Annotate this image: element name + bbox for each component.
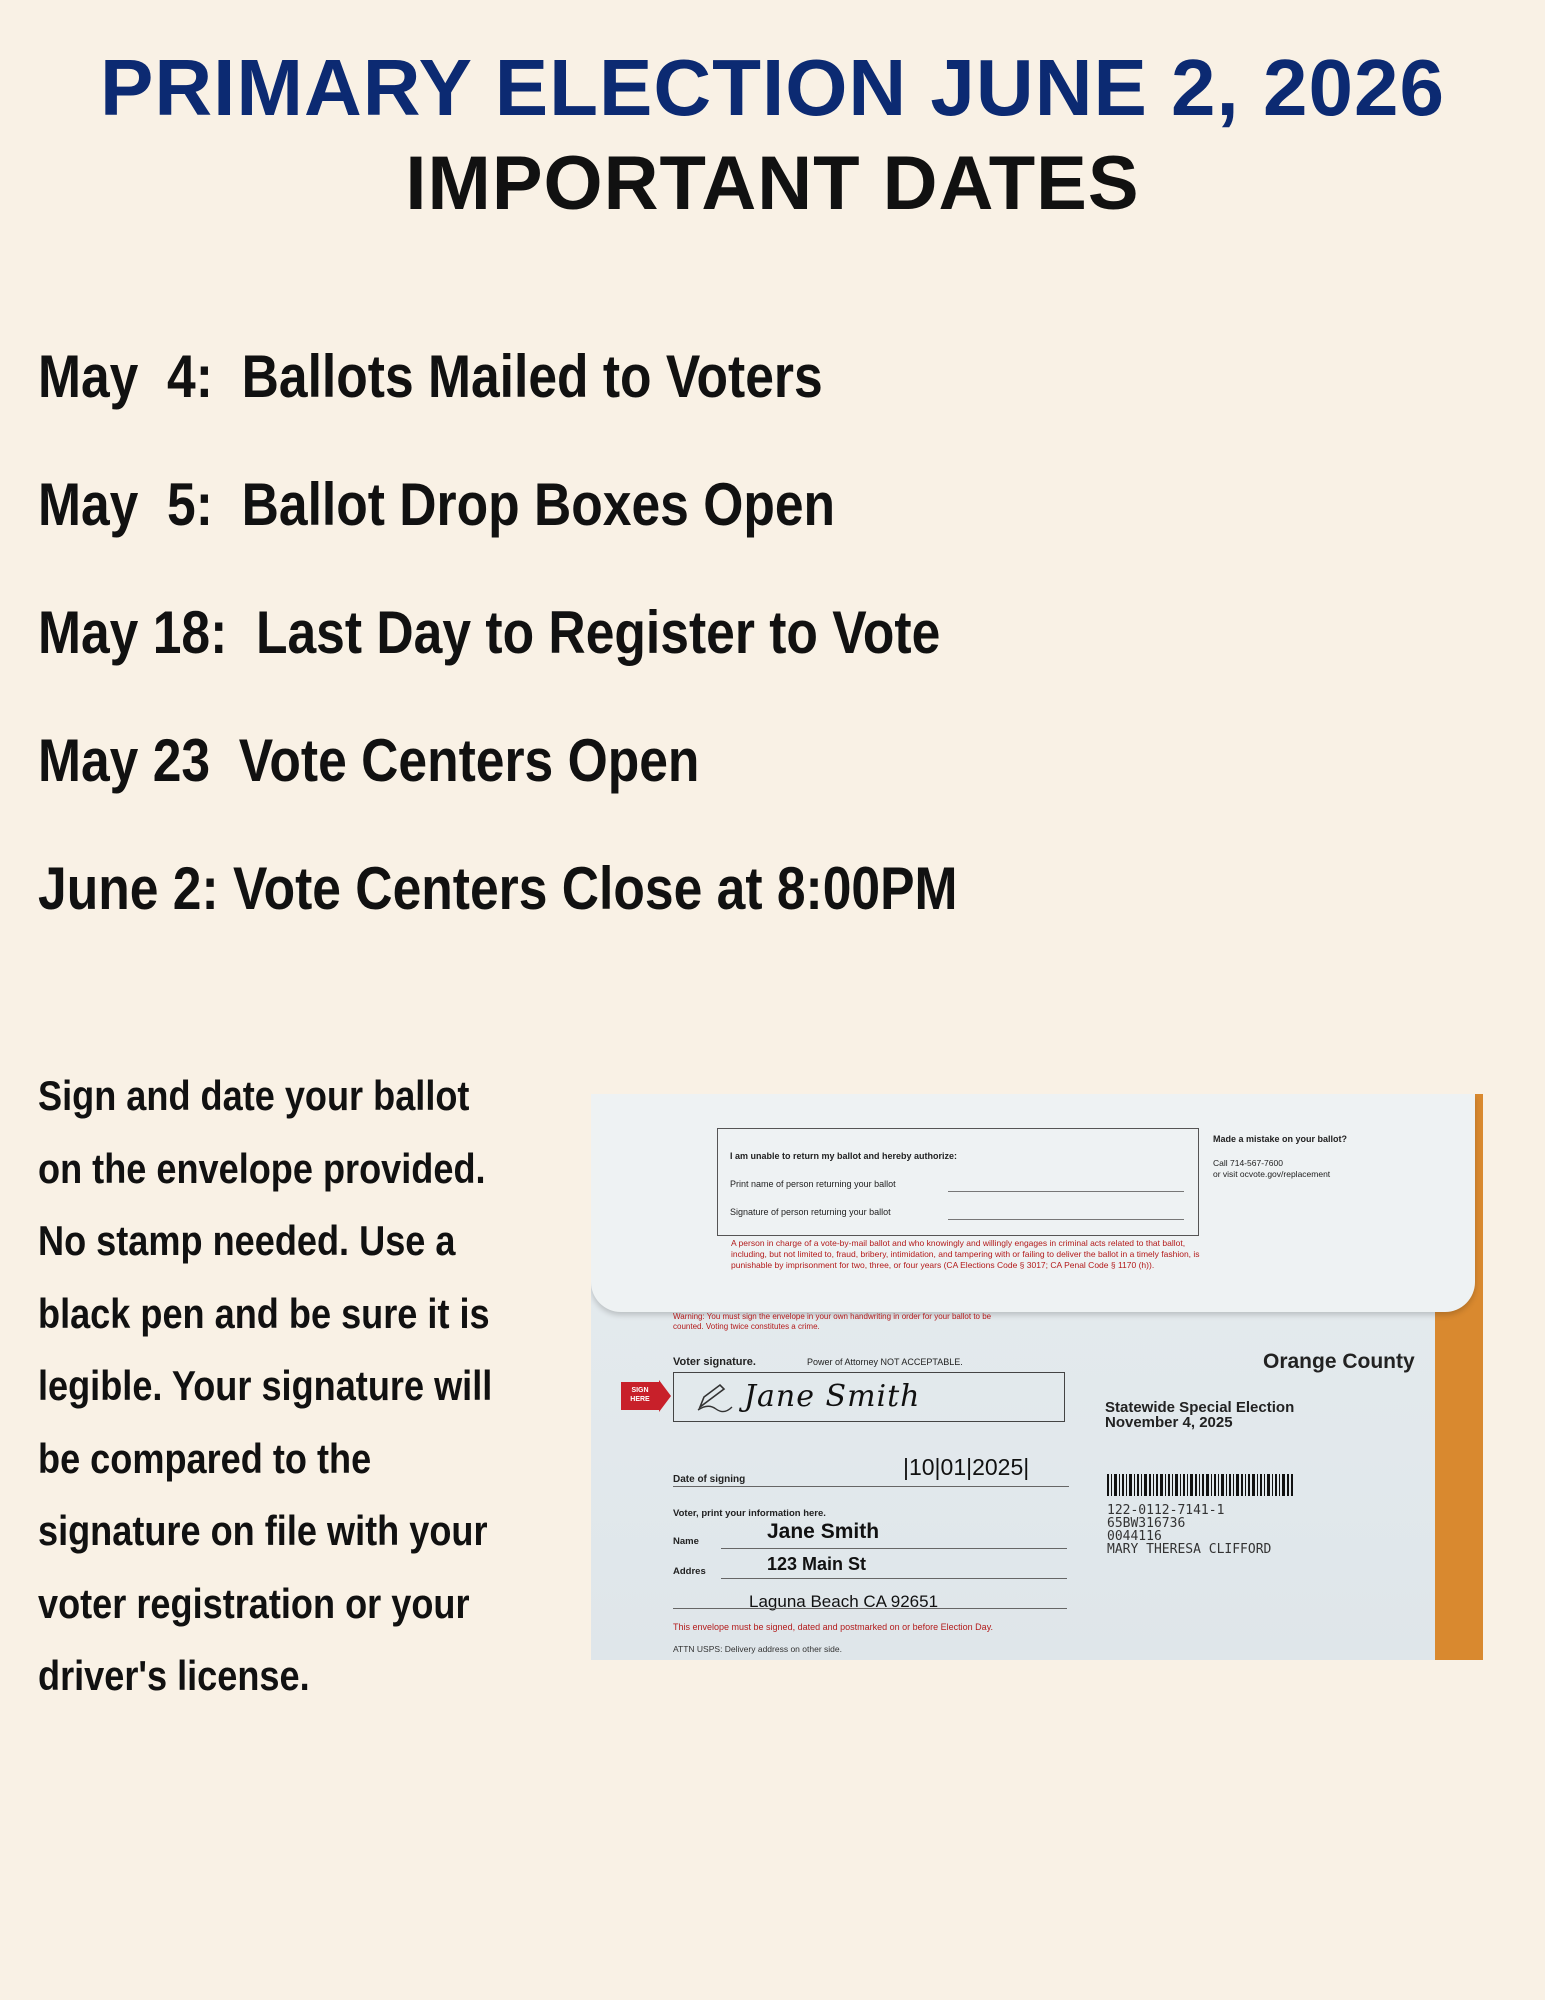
barcode: [1107, 1474, 1293, 1496]
deadline-note: This envelope must be signed, dated and postmarked on or before Election Day.: [673, 1622, 994, 1632]
instruction-line: black pen and be sure it is: [38, 1289, 490, 1337]
poa-note: Power of Attorney NOT ACCEPTABLE.: [807, 1357, 963, 1367]
id-line: 0044116: [1107, 1529, 1162, 1544]
ballot-instructions: [38, 1060, 502, 1713]
date-item: June 2: Vote Centers Close at 8:00PM: [38, 855, 958, 922]
instruction-line: on the envelope provided.: [38, 1144, 486, 1192]
authorization-box: [717, 1128, 1199, 1236]
instruction-line: No stamp needed. Use a: [38, 1217, 456, 1264]
signature-box: [673, 1372, 1065, 1422]
address-value: 123 Main St: [767, 1554, 867, 1574]
date-line: [673, 1486, 1069, 1487]
auth-sign-label: Signature of person returning your ballot: [730, 1207, 891, 1217]
auth-sign-line: [948, 1219, 1184, 1220]
instruction-line: driver's license.: [38, 1652, 310, 1699]
id-line: MARY THERESA CLIFFORD: [1107, 1542, 1272, 1557]
election-date: November 4, 2025: [1105, 1414, 1233, 1431]
ballot-envelope-photo: [591, 1094, 1483, 1660]
address-line: [721, 1578, 1067, 1579]
mistake-call: Call 714-567-7600: [1213, 1158, 1283, 1168]
envelope-id-block: [1107, 1504, 1271, 1556]
date-item: May 4: Ballots Mailed to Voters: [38, 343, 823, 410]
date-of-signing-value: |10|01|2025|: [903, 1454, 1030, 1480]
usps-note: ATTN USPS: Delivery address on other side.: [673, 1644, 842, 1654]
envelope-flap: [591, 1094, 1475, 1312]
mistake-visit: or visit ocvote.gov/replacement: [1213, 1169, 1331, 1179]
county-name: Orange County: [1263, 1350, 1415, 1373]
crime-warning: A person in charge of a vote-by-mail ballot and who knowingly and willingly engages in criminal acts related to that ballot, including, but not limited to, fraud, bribery, intimidation, and tampering with or failing to deliver the ballot in a timely fashion, is punishable by imprisonment for two, three, or four years (CA Elections Code § 3017; CA Penal Code § 1170 (h)).: [731, 1238, 1200, 1270]
mistake-heading: Made a mistake on your ballot?: [1213, 1134, 1348, 1144]
instruction-line: signature on file with your: [38, 1507, 488, 1554]
instruction-line: legible. Your signature will: [38, 1362, 493, 1409]
date-of-signing-label: Date of signing: [673, 1474, 746, 1485]
auth-print-label: Print name of person returning your ballot: [730, 1179, 896, 1189]
instruction-line: voter registration or your: [38, 1579, 470, 1627]
date-item: May 18: Last Day to Register to Vote: [38, 599, 941, 666]
pen-icon: [696, 1383, 736, 1413]
id-line: 122-0112-7141-1: [1107, 1503, 1225, 1518]
sign-here-arrow: SIGN HERE: [621, 1382, 659, 1410]
instruction-line: be compared to the: [38, 1434, 372, 1482]
important-dates-list: [38, 332, 1107, 972]
date-item: May 5: Ballot Drop Boxes Open: [38, 471, 836, 538]
election-name: Statewide Special Election: [1105, 1399, 1295, 1416]
instruction-line: Sign and date your ballot: [38, 1072, 470, 1119]
auth-heading: I am unable to return my ballot and hereby authorize:: [730, 1151, 958, 1161]
date-item: May 23 Vote Centers Open: [38, 727, 700, 794]
name-value: Jane Smith: [767, 1520, 880, 1543]
name-label: Name: [673, 1536, 699, 1547]
city-value: Laguna Beach CA 92651: [749, 1592, 939, 1611]
page-title: PRIMARY ELECTION JUNE 2, 2026: [100, 43, 1445, 132]
print-info-label: Voter, print your information here.: [673, 1508, 826, 1519]
voter-signature: Jane Smith: [744, 1379, 921, 1414]
name-line: [721, 1548, 1067, 1549]
auth-print-line: [948, 1191, 1184, 1192]
page-subtitle: IMPORTANT DATES: [405, 141, 1140, 226]
address-label: Addres: [673, 1566, 706, 1577]
voter-signature-label: Voter signature.: [673, 1356, 756, 1368]
signature-warning: Warning: You must sign the envelope in your own handwriting in order for your ballot to be counted. Voting twice constitutes a crime.: [673, 1312, 992, 1331]
city-line: [673, 1608, 1067, 1609]
id-line: 65BW316736: [1107, 1516, 1186, 1531]
